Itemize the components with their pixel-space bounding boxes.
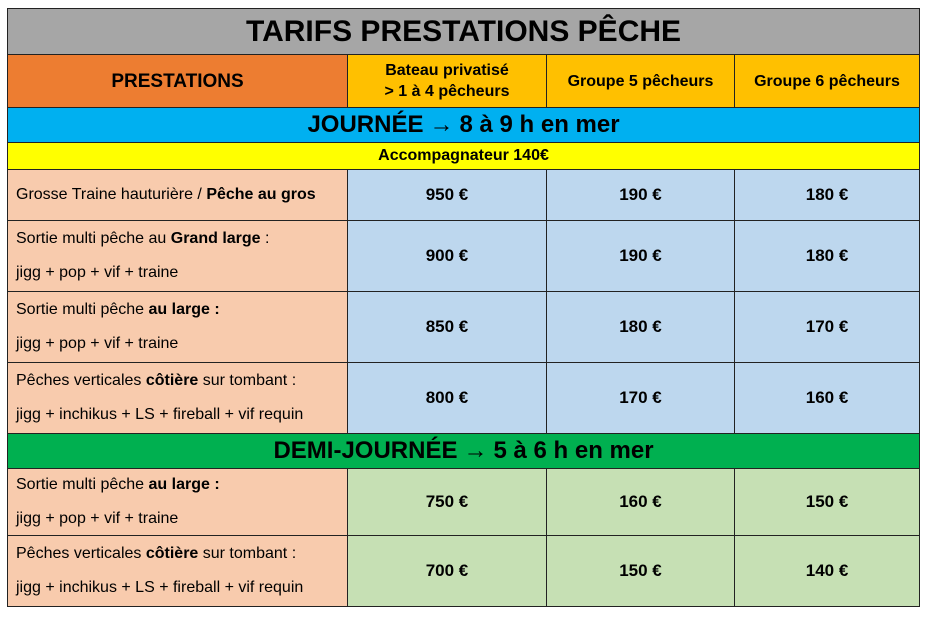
- prestation-cell: [8, 221, 348, 292]
- prestation-emphasis: au large :: [148, 301, 220, 318]
- prestation-cell: [8, 292, 348, 363]
- prestation-techniques: jigg + pop + vif + traine: [16, 264, 179, 281]
- price-groupe-6: 150 €: [735, 469, 920, 536]
- demi-journee-rows: [8, 469, 920, 607]
- journee-rows: [8, 170, 920, 434]
- price-bateau: 900 €: [348, 221, 547, 292]
- section-demi-journee: [8, 434, 920, 469]
- price-bateau: 750 €: [348, 469, 547, 536]
- arrow-right-icon: →: [463, 437, 488, 464]
- price-groupe-6: 180 €: [735, 221, 920, 292]
- section-demi-title: DEMI-JOURNÉE: [273, 437, 458, 464]
- arrow-right-icon: →: [429, 111, 454, 138]
- header-prestations: PRESTATIONS: [8, 55, 348, 108]
- header-bateau-privatise: [348, 55, 547, 108]
- price-groupe-6: 140 €: [735, 536, 920, 607]
- price-groupe-5: 190 €: [547, 221, 735, 292]
- price-groupe-5: 180 €: [547, 292, 735, 363]
- prestation-suffix: sur tombant :: [198, 372, 297, 389]
- table-title: TARIFS PRESTATIONS PÊCHE: [8, 9, 920, 55]
- prestation-text: Pêches verticales: [16, 545, 146, 562]
- prestation-emphasis: côtière: [145, 372, 199, 389]
- prestation-cell: [8, 536, 348, 607]
- prestation-line1: [16, 298, 347, 322]
- header-groupe-6: Groupe 6 pêcheurs: [735, 55, 920, 108]
- prestation-text: Grosse Traine hauturière /: [16, 186, 207, 203]
- prestation-text: Sortie multi pêche: [16, 301, 149, 318]
- table-row: [8, 363, 920, 434]
- prestation-techniques: jigg + pop + vif + traine: [16, 335, 179, 352]
- prestation-line1: [16, 473, 347, 497]
- prestation-line1: [16, 542, 347, 566]
- price-groupe-5: 170 €: [547, 363, 735, 434]
- price-bateau: 950 €: [348, 170, 547, 221]
- prestation-suffix: sur tombant :: [198, 545, 297, 562]
- prestation-emphasis: Pêche au gros: [206, 186, 316, 203]
- prestation-cell: [8, 363, 348, 434]
- header-bateau-line2: > 1 à 4 pêcheurs: [384, 83, 510, 100]
- section-journee-title: JOURNÉE: [307, 111, 424, 138]
- table-row: [8, 170, 920, 221]
- price-bateau: 850 €: [348, 292, 547, 363]
- prestation-techniques: jigg + inchikus + LS + fireball + vif requin: [16, 406, 304, 423]
- header-bateau-line1: Bateau privatisé: [385, 62, 509, 79]
- price-table: [7, 8, 920, 607]
- section-journee-duration: 8 à 9 h en mer: [459, 111, 620, 138]
- prestation-emphasis: côtière: [145, 545, 199, 562]
- prestation-emphasis: Grand large: [170, 230, 261, 247]
- prestation-techniques: jigg + inchikus + LS + fireball + vif requin: [16, 579, 304, 596]
- price-groupe-5: 160 €: [547, 469, 735, 536]
- table-row: [8, 536, 920, 607]
- prestation-techniques: jigg + pop + vif + traine: [16, 510, 179, 527]
- price-groupe-5: 190 €: [547, 170, 735, 221]
- price-bateau: 700 €: [348, 536, 547, 607]
- prestation-cell: [8, 469, 348, 536]
- section-journee: [8, 108, 920, 143]
- prestation-line1: [16, 183, 347, 207]
- price-groupe-5: 150 €: [547, 536, 735, 607]
- section-demi-duration: 5 à 6 h en mer: [493, 437, 654, 464]
- prestation-text: Sortie multi pêche au: [16, 230, 171, 247]
- table-row: [8, 469, 920, 536]
- price-groupe-6: 180 €: [735, 170, 920, 221]
- prestation-cell: [8, 170, 348, 221]
- header-groupe-5: Groupe 5 pêcheurs: [547, 55, 735, 108]
- prestation-suffix: :: [260, 230, 270, 247]
- accompagnateur-note: Accompagnateur 140€: [8, 143, 920, 170]
- prestation-text: Sortie multi pêche: [16, 476, 149, 493]
- price-groupe-6: 160 €: [735, 363, 920, 434]
- price-bateau: 800 €: [348, 363, 547, 434]
- prestation-text: Pêches verticales: [16, 372, 146, 389]
- table-row: [8, 221, 920, 292]
- price-groupe-6: 170 €: [735, 292, 920, 363]
- table-row: [8, 292, 920, 363]
- prestation-line1: [16, 227, 347, 251]
- prestation-emphasis: au large :: [148, 476, 220, 493]
- prestation-line1: [16, 369, 347, 393]
